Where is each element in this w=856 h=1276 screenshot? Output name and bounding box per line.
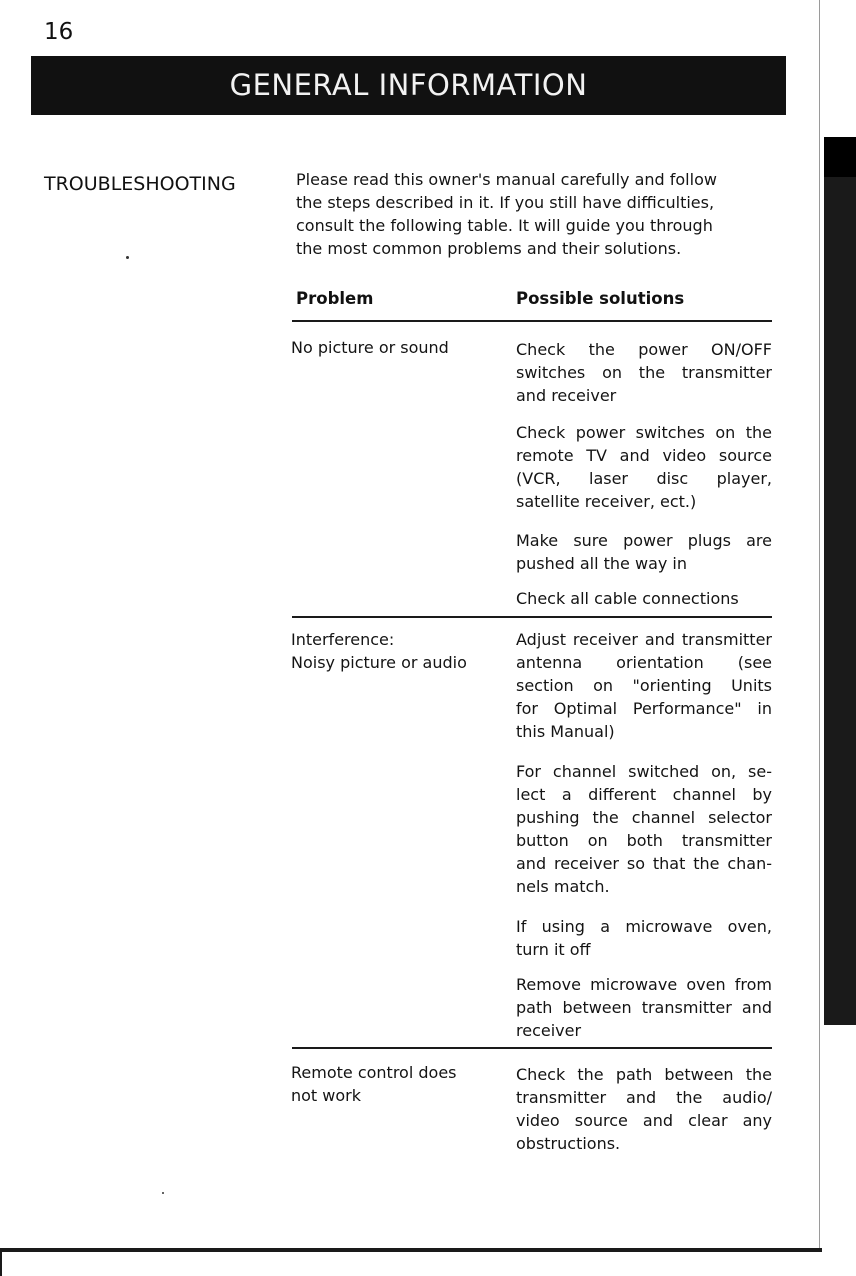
solution-line: pushing the channel selector xyxy=(516,808,772,827)
problem-line: Remote control does xyxy=(291,1063,457,1082)
solution-line: Make sure power plugs are xyxy=(516,531,772,550)
solution-item xyxy=(516,973,772,1042)
solution-line: (VCR, laser disc player, xyxy=(516,469,772,488)
solution-line: Check the path between the xyxy=(516,1065,772,1084)
intro-line: the most common problems and their solutions. xyxy=(296,239,682,258)
solution-item xyxy=(516,915,772,961)
page-title: GENERAL INFORMATION xyxy=(229,68,588,102)
page-number: 16 xyxy=(44,19,74,45)
intro-paragraph xyxy=(296,168,772,260)
solution-line: button on both transmitter xyxy=(516,831,772,850)
solution-line: Check all cable connections xyxy=(516,589,739,608)
solution-line: pushed all the way in xyxy=(516,554,688,573)
solution-line: this Manual) xyxy=(516,722,615,741)
header-rule xyxy=(292,320,772,322)
solution-line: and receiver xyxy=(516,386,617,405)
row-rule xyxy=(292,1047,772,1049)
solution-line: antenna orientation (see xyxy=(516,653,772,672)
page-edge-line xyxy=(819,0,820,1250)
thumb-index-tab xyxy=(824,137,856,1025)
problem-cell xyxy=(291,628,501,674)
problem-cell xyxy=(291,336,501,359)
problem-line: No picture or sound xyxy=(291,338,449,357)
solution-line: Check the power ON/OFF xyxy=(516,340,772,359)
column-header-problem: Problem xyxy=(296,289,374,308)
solution-line: If using a microwave oven, xyxy=(516,917,772,936)
solution-line: path between transmitter and xyxy=(516,998,772,1017)
print-speck xyxy=(126,256,129,259)
solution-line: satellite receiver, ect.) xyxy=(516,492,697,511)
solution-line: section on "orienting Units xyxy=(516,676,772,695)
solution-line: Check power switches on the xyxy=(516,423,772,442)
intro-line: Please read this owner's manual carefully and follow xyxy=(296,170,717,189)
solution-line: receiver xyxy=(516,1021,582,1040)
bottom-rule xyxy=(0,1248,822,1252)
solution-line: Adjust receiver and transmitter xyxy=(516,630,772,649)
solution-line: switches on the transmitter xyxy=(516,363,772,382)
print-speck xyxy=(162,1192,164,1194)
solution-line: transmitter and the audio/ xyxy=(516,1088,772,1107)
bottom-corner-mark xyxy=(0,1252,2,1276)
solution-item xyxy=(516,760,772,898)
solution-line: remote TV and video source xyxy=(516,446,772,465)
column-header-solutions: Possible solutions xyxy=(516,289,685,308)
title-bar xyxy=(31,56,786,115)
intro-line: consult the following table. It will guide you through xyxy=(296,216,713,235)
solution-item xyxy=(516,1063,772,1155)
solution-line: video source and clear any xyxy=(516,1111,772,1130)
problem-line: Interference: xyxy=(291,630,395,649)
solution-item xyxy=(516,421,772,513)
solution-line: and receiver so that the chan- xyxy=(516,854,772,873)
solution-item xyxy=(516,529,772,575)
solution-line: lect a different channel by xyxy=(516,785,772,804)
intro-line: the steps described in it. If you still have difficulties, xyxy=(296,193,715,212)
solution-line: turn it off xyxy=(516,940,591,959)
problem-line: Noisy picture or audio xyxy=(291,653,467,672)
solution-line: for Optimal Performance" in xyxy=(516,699,772,718)
section-heading: TROUBLESHOOTING xyxy=(44,173,236,195)
problem-cell xyxy=(291,1061,501,1107)
solution-line: nels match. xyxy=(516,877,610,896)
solution-line: obstructions. xyxy=(516,1134,621,1153)
solution-line: For channel switched on, se- xyxy=(516,762,772,781)
thumb-index-tab-top xyxy=(824,137,856,177)
problem-line: not work xyxy=(291,1086,362,1105)
row-rule xyxy=(292,616,772,618)
solution-line: Remove microwave oven from xyxy=(516,975,772,994)
solution-item xyxy=(516,628,772,743)
solution-item xyxy=(516,338,772,407)
solution-item xyxy=(516,587,772,610)
